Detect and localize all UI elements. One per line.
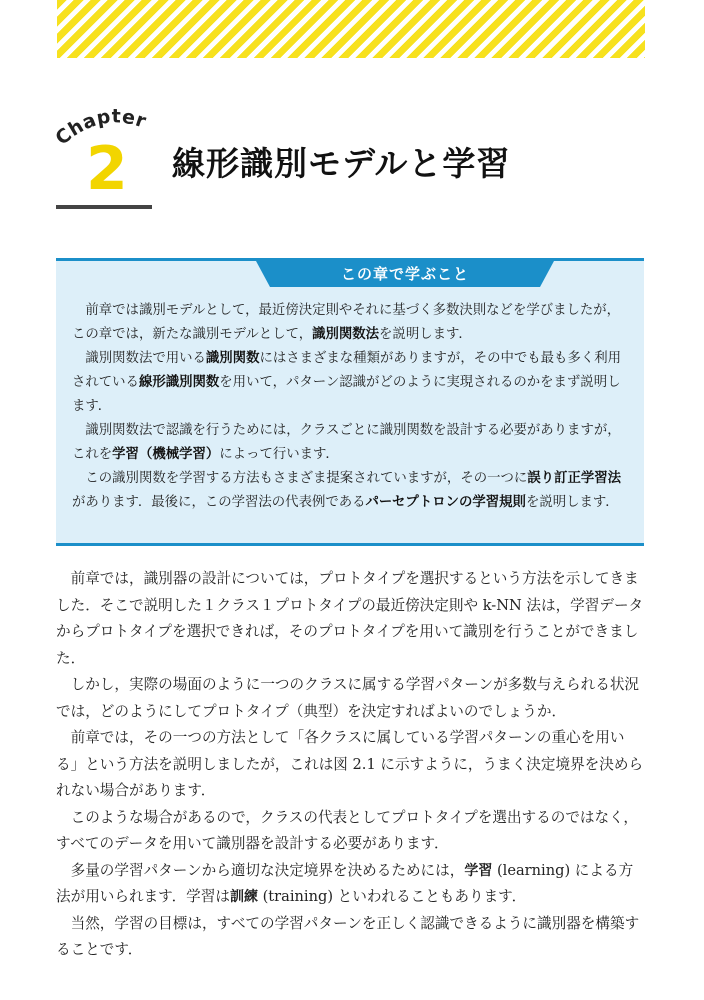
text-run: 識別関数法で認識を行うためには，クラスごとに識別関数を設計する必要がありますが，これを <box>72 423 621 462</box>
paragraph <box>56 858 646 911</box>
text-run: この識別関数を学習する方法もさまざま提案されていますが，その一つに <box>85 471 528 486</box>
bold-term: 識別関数法 <box>312 327 380 342</box>
bold-term: 線形識別関数 <box>138 375 220 390</box>
paragraph <box>56 805 646 858</box>
bold-term: 学習（機械学習） <box>112 447 220 462</box>
chapter-title: 線形識別モデルと学習 <box>172 144 511 183</box>
summary-tab-label: この章で学ぶこと <box>340 265 469 283</box>
paragraph <box>72 347 632 419</box>
paragraph <box>72 299 632 347</box>
bold-term: 識別関数 <box>205 351 260 366</box>
summary-tab <box>256 261 554 287</box>
text-run: 前章では，識別器の設計については，プロトタイプを選択するという方法を示してきました．そこで説明した１クラス１プロトタイプの最近傍決定則や k-NN 法は，学習データからプロトタイプを選択できれば，そのプロトタイプを用いて識別を行うことができました． <box>56 570 644 667</box>
chapter-word-text: hapter <box>64 105 150 141</box>
chapter-summary-box <box>56 258 644 546</box>
text-run: にはさまざまな種類がありますが，その中でも最も多く利用されている <box>72 351 622 390</box>
text-run: を説明します． <box>379 327 472 342</box>
paragraph <box>72 467 632 515</box>
bold-term: 学習 <box>464 862 493 879</box>
chapter-number: 2 <box>86 134 128 204</box>
summary-text <box>72 299 632 515</box>
paragraph <box>56 911 646 964</box>
text-run: しかし，実際の場面のように一つのクラスに属する学習パターンが多数与えられる状況では，どのようにしてプロトタイプ（典型）を決定すればよいのでしょうか． <box>56 676 640 720</box>
paragraph <box>72 419 632 467</box>
bold-term: 誤り訂正学習法 <box>527 471 622 486</box>
body-text <box>56 566 646 964</box>
text-run: 前章では識別モデルとして，最近傍決定則やそれに基づく多数決則などを学びましたが，この章では，新たな識別モデルとして， <box>72 303 621 342</box>
text-run: によって行います． <box>219 447 339 462</box>
paragraph <box>56 672 646 725</box>
text-run: (training) といわれることもあります． <box>257 888 527 905</box>
text-run: を説明します． <box>525 495 619 510</box>
text-run: 多量の学習パターンから適切な決定境界を決めるためには， <box>70 861 465 879</box>
text-run: 識別関数法で用いる <box>85 351 206 366</box>
paragraph <box>56 725 646 805</box>
header-stripe-band <box>57 0 645 58</box>
text-run: このような場合があるので，クラスの代表としてプロトタイプを選出するのではなく，すべてのデータを用いて識別器を設計する必要があります． <box>56 808 639 852</box>
text-run: を用いて，パターン認識がどのように実現されるのかをまず説明します． <box>72 375 621 414</box>
text-run: があります．最後に，この学習法の代表例である <box>72 495 366 510</box>
text-run: 前章では，その一つの方法として「各クラスに属している学習パターンの重心を用いる」という方法を説明しましたが，これは図 2.1 に示すように，うまく決定境界を決められない場合があります． <box>56 729 644 799</box>
text-run: 当然，学習の目標は，すべての学習パターンを正しく認識できるように識別器を構築することです． <box>56 914 640 958</box>
bold-term: 訓練 <box>229 889 258 905</box>
text-run: (learning) による方法が用いられます．学習は <box>56 861 634 905</box>
chapter-underline <box>56 205 152 209</box>
paragraph <box>56 566 646 672</box>
bold-term: パーセプトロンの学習規則 <box>365 495 526 510</box>
